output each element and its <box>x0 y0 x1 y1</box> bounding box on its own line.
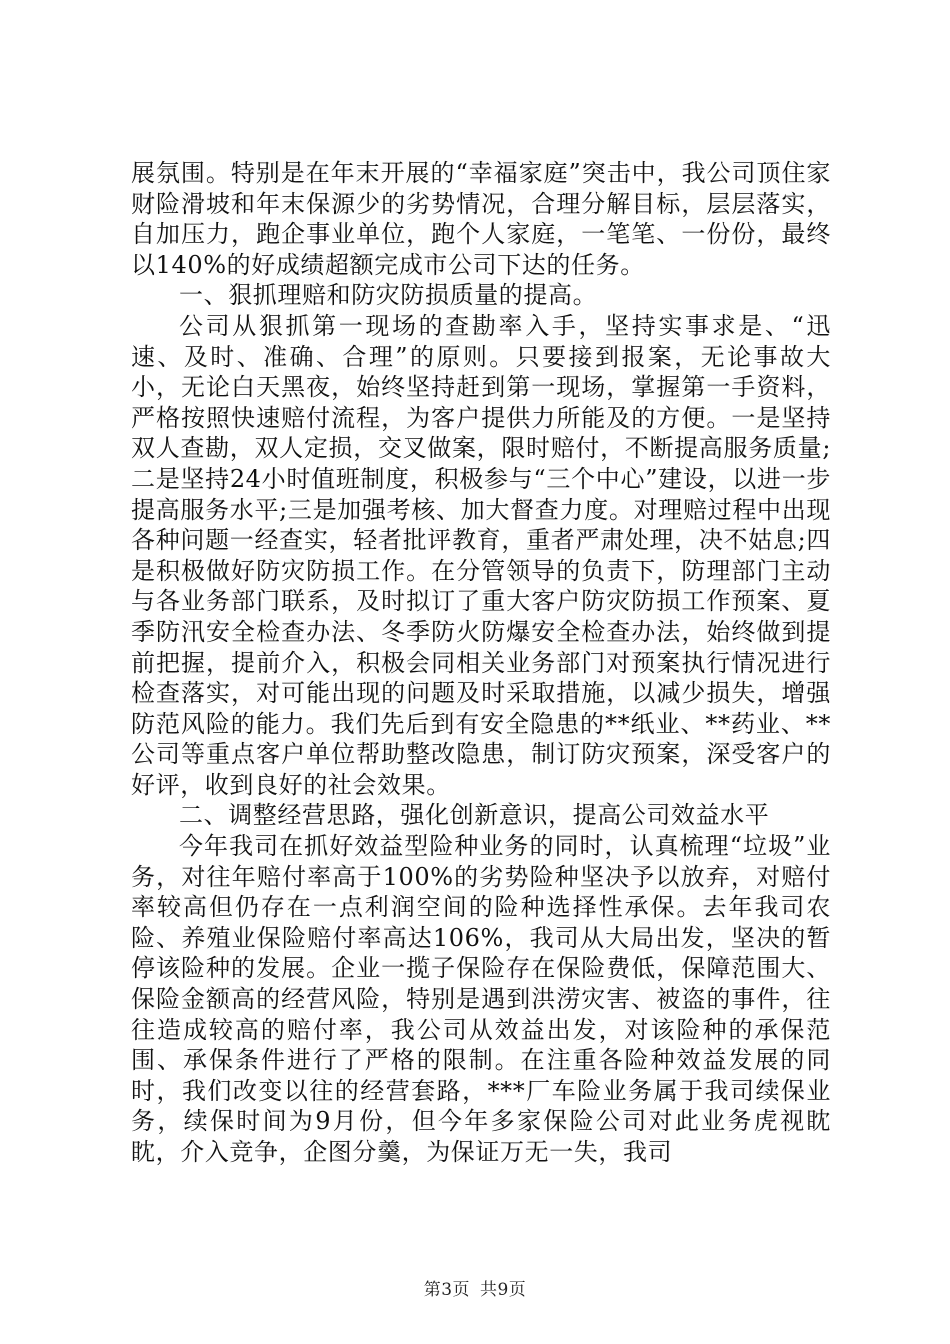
document-body <box>131 158 831 1168</box>
page-total: 共9页 <box>479 1280 527 1300</box>
page-footer <box>0 1275 950 1300</box>
section-heading-two: 二、调整经营思路，强化创新意识，提高公司效益水平 <box>179 801 770 830</box>
paragraph-strategy: 今年我司在抓好效益型险种业务的同时，认真梳理“垃圾”业务，对往年赔付率高于100%的劣势险种坚决予以放弃，对赔付率较高但仍存在一点利润空间的险种选择性承保。去年我司农险、养殖业保险赔付率高达106%，我司从大局出发，坚决的暂停该险种的发展。企业一揽子保险存在保险费低，保障范围大、保险金额高的经营风险，特别是遇到洪涝灾害、被盗的事件，往往造成较高的赔付率，我公司从效益出发，对该险种的承保范围、承保条件进行了严格的限制。在注重各险种效益发展的同时，我们改变以往的经营套路，***厂车险业务属于我司续保业务，续保时间为9月份，但今年多家保险公司对此业务虎视眈眈，介入竞争，企图分羹，为保证万无一失，我司 <box>131 832 831 1166</box>
paragraph-claims: 公司从狠抓第一现场的查勘率入手，坚持实事求是、“迅速、及时、准确、合理”的原则。只要接到报案，无论事故大小，无论白天黑夜，始终坚持赶到第一现场，掌握第一手资料，严格按照快速赔付流程，为客户提供力所能及的方便。一是坚持双人查勘，双人定损，交叉做案，限时赔付，不断提高服务质量;二是坚持24小时值班制度，积极参与“三个中心”建设，以进一步提高服务水平;三是加强考核、加大督查力度。对理赔过程中出现各种问题一经查实，轻者批评教育，重者严肃处理，决不姑息;四是积极做好防灾防损工作。在分管领导的负责下，防理部门主动与各业务部门联系，及时拟订了重大客户防灾防损工作预案、夏季防汛安全检查办法、冬季防火防爆安全检查办法，始终做到提前把握，提前介入，积极会同相关业务部门对预案执行情况进行检查落实，对可能出现的问题及时采取措施，以减少损失，增强防范风险的能力。我们先后到有安全隐患的**纸业、**药业、**公司等重点客户单位帮助整改隐患，制订防灾预案，深受客户的好评，收到良好的社会效果。 <box>131 311 831 799</box>
page-number: 第3页 <box>423 1280 471 1300</box>
section-heading-one: 一、狠抓理赔和防灾防损质量的提高。 <box>179 281 598 310</box>
paragraph-continuation: 展氛围。特别是在年末开展的“幸福家庭”突击中，我公司顶住家财险滑坡和年末保源少的劣势情况，合理分解目标，层层落实，自加压力，跑企事业单位，跑个人家庭，一笔笔、一份份，最终以140%的好成绩超额完成市公司下达的任务。 <box>131 159 831 279</box>
